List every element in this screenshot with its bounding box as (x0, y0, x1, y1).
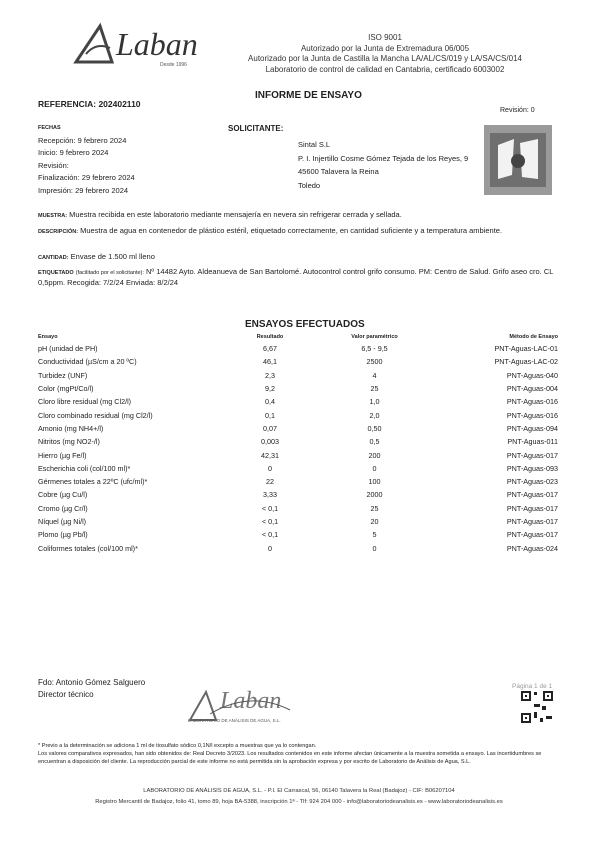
quantity-line (38, 252, 568, 263)
tests-title: ENSAYOS EFECTUADOS (245, 319, 365, 330)
logo-subtitle: Desde 1996 (160, 62, 187, 68)
cell-resultado: 22 (266, 477, 274, 487)
cell-metodo: PNT-Aguas-016 (506, 397, 558, 407)
table-row (38, 515, 558, 528)
svg-text:Laban: Laban (220, 688, 282, 714)
cell-ensayo: Amonio (mg NH4+/l) (38, 423, 104, 433)
cell-resultado: 2,3 (265, 370, 275, 380)
report-title: INFORME DE ENSAYO (255, 90, 362, 101)
cell-valor: 200 (368, 450, 381, 460)
cell-valor: 4 (372, 370, 377, 380)
cell-resultado: 0 (268, 463, 272, 473)
laban-logo (72, 22, 212, 68)
cell-ensayo: Coliformes totales (col/100 ml)* (38, 543, 138, 553)
solicitante-label: SOLICITANTE: (228, 124, 284, 133)
etiquetado-note: (facilitado por el solicitante): (75, 270, 144, 276)
accreditation-line: Laboratorio de control de calidad en Cantabria, certificado 6003002 (265, 64, 505, 74)
cell-metodo: PNT-Aguas-017 (506, 530, 558, 540)
cell-metodo: PNT-Aguas-093 (506, 463, 558, 473)
descripcion-text: Muestra de agua en contenedor de plástico estéril, etiquetado correctamente, en cantidad suficiente y a temperatura ambiente. (80, 226, 503, 235)
logo-text: Laban (116, 26, 198, 62)
client-address (298, 138, 468, 192)
table-row (38, 475, 558, 488)
cell-resultado: 0 (268, 543, 272, 553)
descripcion-label: DESCRIPCIÓN: (38, 229, 79, 235)
cell-valor: 0 (372, 463, 377, 473)
cell-valor: 0,50 (367, 423, 382, 433)
cell-ensayo: Plomo (µg Pb/l) (38, 530, 88, 540)
dates-block (38, 122, 208, 197)
cell-metodo: PNT-Aguas-094 (506, 423, 558, 433)
results-header-row (38, 334, 558, 342)
table-row (38, 369, 558, 382)
table-row (38, 382, 558, 395)
table-row (38, 488, 558, 501)
cell-ensayo: Níquel (µg Ni/l) (38, 517, 87, 526)
cantidad-text: Envase de 1.500 ml lleno (70, 252, 155, 261)
cell-resultado: 42,31 (261, 450, 279, 460)
cell-resultado: 46,1 (263, 357, 277, 367)
note-line: * Previo a la determinación se adiciona 1 ml de tiosulfato sódico 0,1N/l excepto a muestras que ya lo contengan. (38, 743, 317, 749)
table-row (38, 462, 558, 475)
col-metodo: Método de Ensayo (509, 334, 558, 340)
notes (38, 742, 560, 766)
cell-resultado: 0,003 (261, 437, 279, 447)
muestra-text: Muestra recibida en este laboratorio mediante mensajería en nevera sin refrigerar cerrada y sellada. (69, 210, 402, 219)
date-line: Finalización: 29 febrero 2024 (38, 173, 135, 182)
cell-metodo: PNT-Aguas-011 (507, 437, 558, 447)
cell-resultado: < 0,1 (261, 530, 279, 540)
etiquetado-label: ETIQUETADO (38, 270, 74, 276)
cell-resultado: < 0,1 (261, 517, 279, 526)
page-number: Página 1 de 1 (512, 683, 553, 690)
cell-valor: 20 (370, 517, 379, 526)
results-table (38, 334, 558, 555)
footer-line: LABORATORIO DE ANÁLISIS DE AGUA, S.L. - P.I. El Carrascal, 56, 06140 Talavera la Real (Badajoz) - CIF: B06207104 (143, 788, 455, 794)
cell-valor: 2,0 (369, 410, 380, 420)
client-line: 45600 Talavera la Reina (298, 167, 379, 176)
signature-stamp (180, 680, 300, 732)
cell-metodo: PNT-Aguas-024 (506, 543, 558, 553)
cell-valor: 6,5 - 9,5 (361, 344, 388, 354)
table-row (38, 395, 558, 408)
cell-ensayo: Escherichia coli (col/100 ml)* (38, 463, 131, 473)
cell-resultado: 0,1 (265, 410, 275, 420)
table-row (38, 422, 558, 435)
cell-resultado: 9,2 (265, 384, 275, 394)
cantidad-label: CANTIDAD: (38, 255, 69, 261)
cell-valor: 100 (368, 477, 381, 487)
table-row (38, 448, 558, 461)
reference-number: REFERENCIA: 202402110 (38, 99, 141, 109)
cell-metodo: PNT-Aguas-004 (506, 384, 558, 394)
cell-metodo: PNT-Aguas-040 (506, 370, 558, 380)
cell-metodo: PNT-Aguas-016 (506, 410, 558, 420)
signer-name: Fdo: Antonio Gómez Salguero (38, 678, 146, 687)
cell-valor: 0,5 (369, 437, 380, 447)
table-row (38, 355, 558, 368)
table-row (38, 435, 558, 448)
table-row (38, 541, 558, 554)
cell-metodo: PNT-Aguas-017 (506, 490, 558, 500)
table-row (38, 528, 558, 541)
col-resultado: Resultado (256, 334, 284, 340)
client-line: P. I. Injertillo Cosme Gómez Tejada de los Reyes, 9 (298, 153, 469, 163)
accreditation-line: ISO 9001 (368, 33, 402, 42)
client-line: Sintal S.L (298, 140, 331, 149)
date-line: Recepción: 9 febrero 2024 (38, 135, 127, 145)
client-line: Toledo (298, 180, 321, 190)
cell-valor: 2000 (366, 490, 383, 500)
cell-metodo: PNT-Aguas-017 (506, 450, 558, 460)
etiquetado-text: Nº 14482 Ayto. Aldeanueva de San Bartolomé. Autocontrol control grifo consumo. PM: Centro de Salud. Grifo aseo cro. CL 0,5ppm. Recogida: 7/2/24 Enviada: 8/2/24 (38, 267, 554, 287)
signer-title: Director técnico (38, 690, 94, 699)
cell-resultado: 0,4 (265, 397, 275, 407)
cell-metodo: PNT-Aguas-017 (506, 517, 558, 526)
cell-valor: 0 (372, 543, 377, 553)
cell-ensayo: Turbidez (UNF) (38, 370, 88, 380)
cell-resultado: 3,33 (263, 490, 277, 500)
signature-block (38, 677, 145, 701)
col-ensayo: Ensayo (38, 334, 58, 340)
cell-ensayo: Conductividad (µS/cm a 20 ºC) (38, 357, 137, 367)
cell-ensayo: Color (mgPt/Co/l) (38, 384, 94, 394)
table-row (38, 342, 558, 355)
dates-label: FECHAS (38, 125, 61, 131)
muestra-label: MUESTRA: (38, 213, 68, 219)
footer-line: Registro Mercantil de Badajoz, folio 41, tomo 89, hoja BA-5388, inscripción 1ª - Tlf: 924 204 000 - info@laboratoriodeanalisis.es - www.laboratoriodeanalisis.es (95, 799, 503, 805)
sample-line (38, 210, 568, 221)
cell-ensayo: Cloro libre residual (mg Cl2/l) (38, 397, 132, 407)
cell-valor: 25 (370, 503, 379, 513)
cell-ensayo: Cobre (µg Cu/l) (38, 490, 88, 500)
label-line (38, 267, 568, 288)
cell-metodo: PNT-Aguas-LAC-01 (494, 344, 558, 354)
cell-valor: 2500 (366, 357, 383, 367)
revision-number: Revisión: 0 (500, 107, 535, 114)
date-line: Inicio: 9 febrero 2024 (38, 148, 109, 157)
description-line (38, 226, 568, 237)
cell-valor: 25 (370, 384, 379, 394)
cell-valor: 1,0 (369, 397, 380, 407)
qr-code (520, 690, 554, 724)
cell-ensayo: Nitritos (mg NO2-/l) (38, 437, 100, 447)
table-row (38, 408, 558, 421)
cell-ensayo: Hierro (µg Fe/l) (38, 450, 87, 460)
client-stamp-image (484, 125, 552, 195)
cell-metodo: PNT-Aguas-017 (506, 503, 558, 513)
col-valor: Valor paramétrico (351, 334, 398, 340)
date-line: Revisión: (38, 160, 69, 170)
date-line: Impresión: 29 febrero 2024 (38, 185, 129, 195)
accreditation-line: Autorizado por la Junta de Extremadura 06/005 (300, 43, 470, 53)
cell-ensayo: Gérmenes totales a 22ºC (ufc/ml)* (38, 477, 148, 487)
stamp-text: LABORATORIO DE ANÁLISIS DE AGUA, S.L. (188, 718, 281, 723)
cell-resultado: < 0,1 (261, 503, 279, 513)
cell-valor: 5 (372, 530, 377, 540)
cell-metodo: PNT-Aguas-023 (506, 477, 558, 487)
note-line: Los valores comparativos expresados, han sido obtenidos de: Real Decreto 3/2023. Los resultados contenidos en este informe afectan únicamente a la muestra sometida a ensayo. Las incertidumbres se encuentran a disposición del cliente. La reproducción parcial de este informe no está permitida sin la aprobación expresa y por escrito de Laboratorio de Análisis de Agua, S.L. (38, 751, 542, 765)
logo-triangle-icon (72, 22, 122, 68)
footer (38, 786, 560, 808)
accreditation-block (230, 33, 540, 75)
cell-ensayo: pH (unidad de PH) (38, 344, 98, 354)
accreditation-line: Autorizado por la Junta de Castilla la Mancha LA/AL/CS/019 y LA/SA/CS/014 (248, 54, 522, 63)
cell-resultado: 0,07 (263, 423, 277, 433)
cell-ensayo: Cloro combinado residual (mg Cl2/l) (38, 410, 153, 420)
cell-metodo: PNT-Aguas-LAC-02 (494, 357, 558, 367)
cell-ensayo: Cromo (µg Cr/l) (38, 503, 88, 513)
table-row (38, 502, 558, 515)
cell-resultado: 6,67 (263, 344, 277, 354)
